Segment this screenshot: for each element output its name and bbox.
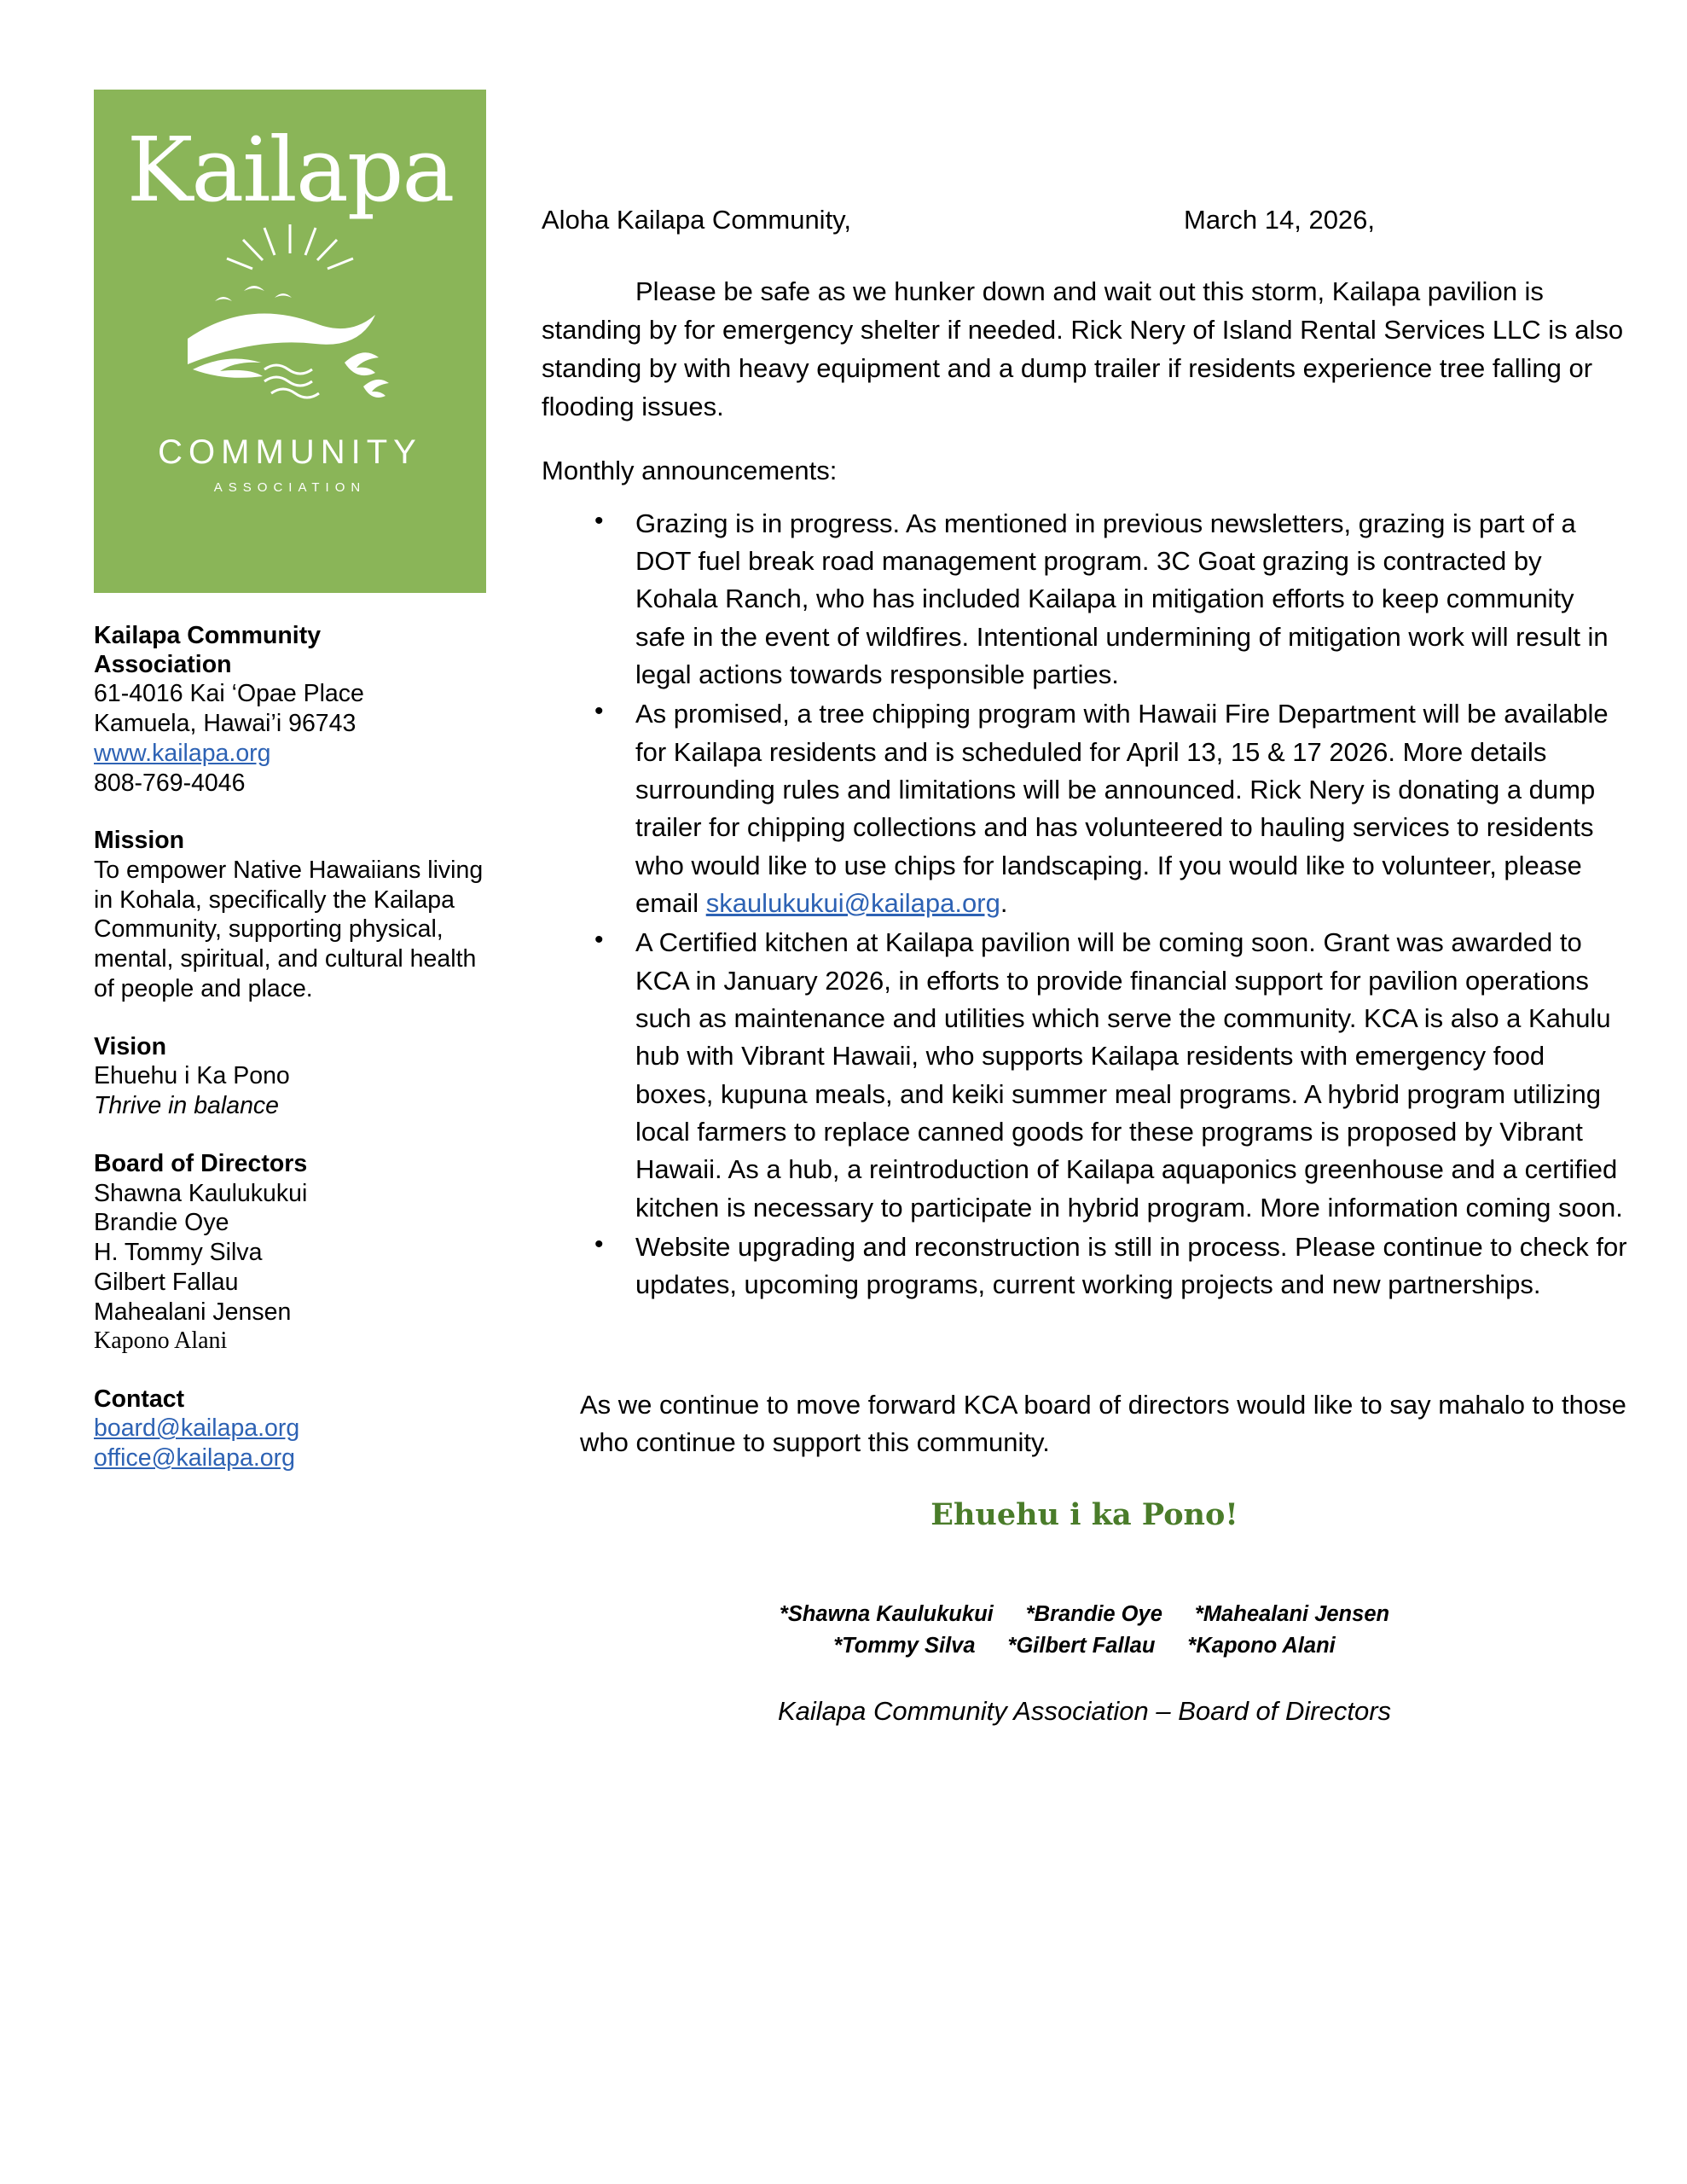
logo-community-text: COMMUNITY (158, 433, 422, 471)
contact-section (94, 1385, 495, 1473)
list-item: • Grazing is in progress. As mentioned in previous newsletters, grazing is part of a DOT fuel break road management program. 3C Goat grazing is contracted by Kohala Ranch, who has included Kailapa in mitigation efforts to keep community safe in the event of wildfires. Intentional undermining of mitigation work will result in legal actions towards responsible parties. (542, 505, 1627, 694)
signer-name: *Tommy Silva (833, 1633, 976, 1658)
contact-email-board[interactable]: board@kailapa.org (94, 1414, 300, 1443)
org-phone: 808-769-4046 (94, 769, 246, 797)
signer-name: *Gilbert Fallau (1007, 1633, 1156, 1658)
signature-block (542, 1599, 1627, 1662)
org-info (94, 622, 495, 798)
board-member: Shawna Kaulukukui (94, 1179, 308, 1207)
letter-tagline: Ehuehu i ka Pono! (930, 1496, 1238, 1532)
letter-closing-paragraph: As we continue to move forward KCA board of directors would like to say mahalo to those who continue to support this community. (580, 1389, 1626, 1457)
contact-heading: Contact (94, 1385, 185, 1413)
sidebar (94, 0, 495, 1473)
board-member: Kapono Alani (94, 1327, 228, 1355)
list-item (542, 695, 1627, 922)
vision-subtext: Thrive in balance (94, 1092, 280, 1120)
org-address-line1: 61-4016 Kai ‘Opae Place (94, 680, 364, 708)
board-member: Gilbert Fallau (94, 1268, 239, 1296)
letter-date: March 14, 2026, (1184, 205, 1376, 235)
announcements-heading: Monthly announcements: (542, 455, 838, 485)
list-item: • A Certified kitchen at Kailapa pavilion will be coming soon. Grant was awarded to KCA in January 2026, in efforts to provide financial support for pavilion operations such as maintenance and utilities which serve the community. KCA is also a Kahulu hub with Vibrant Hawaii, who supports Kailapa residents with emergency food boxes, kupuna meals, and keiki summer meal programs. A hybrid program utilizing local farmers to replace canned goods for these programs is proposed by Vibrant Hawaii. As a hub, a reintroduction of Kailapa aquaponics greenhouse and a certified kitchen is necessary to participate in hybrid program. More information coming soon. (542, 924, 1627, 1227)
org-address-line2: Kamuela, Hawai’i 96743 (94, 710, 357, 738)
signer-name: *Brandie Oye (1025, 1601, 1162, 1626)
signer-name: *Kapono Alani (1187, 1633, 1336, 1658)
org-website-link[interactable]: www.kailapa.org (94, 739, 271, 767)
board-footer-line: Kailapa Community Association – Board of Directors (777, 1695, 1392, 1726)
list-item-text-before: As promised, a tree chipping program with Hawaii Fire Department will be available for Kailapa residents and is scheduled for April 13, 15 & 17 2026. More details surrounding rules and limitations will be announced. Rick Nery is donating a dump trailer for chipping collections and has volunteered to hauling services to residents who would like to use chips for landscaping. If you would like to volunteer, please email (635, 699, 1609, 919)
signer-name: *Mahealani Jensen (1194, 1601, 1390, 1626)
signers-row-1 (542, 1599, 1627, 1630)
board-member: H. Tommy Silva (94, 1239, 263, 1267)
mission-text: To empower Native Hawaiians living in Kohala, specifically the Kailapa Community, supporting physical, mental, spiritual, and cultural health of people and place. (94, 856, 484, 1002)
board-heading: Board of Directors (94, 1149, 308, 1177)
logo-artwork-icon (162, 219, 418, 420)
vision-heading: Vision (94, 1032, 166, 1060)
letter-header (542, 205, 1627, 235)
logo-wordmark: Kailapa (126, 118, 454, 222)
list-item-text-after: . (1000, 888, 1008, 919)
bottom-spacer (542, 1727, 1627, 1923)
mission-section (94, 827, 495, 1003)
board-member: Brandie Oye (94, 1209, 229, 1237)
signer-name: *Shawna Kaulukukui (779, 1601, 994, 1626)
mission-heading: Mission (94, 827, 185, 855)
logo-association-text: ASSOCIATION (213, 480, 367, 495)
list-item: • Website upgrading and reconstruction is still in process. Please continue to check for updates, upcoming programs, current working projects and new partnerships. (542, 1228, 1627, 1304)
letter-intro-paragraph: Please be safe as we hunker down and wait out this storm, Kailapa pavilion is standing by for emergency shelter if needed. Rick Nery of Island Rental Services LLC is also standing by with heavy equipment and a dump trailer if residents experience tree falling or flooding issues. (542, 276, 1624, 421)
letter-salutation: Aloha Kailapa Community, (542, 205, 851, 235)
org-name-line2: Association (94, 650, 232, 678)
contact-email-office[interactable]: office@kailapa.org (94, 1443, 295, 1472)
org-name-line1: Kailapa Community (94, 622, 322, 649)
announcements-list (542, 505, 1627, 1304)
kailapa-logo (94, 90, 486, 593)
board-member: Mahealani Jensen (94, 1298, 292, 1326)
board-section (94, 1150, 495, 1356)
volunteer-email-link[interactable]: skaulukukui@kailapa.org (705, 888, 1000, 919)
letter-body (495, 0, 1636, 1923)
vision-text: Ehuehu i Ka Pono (94, 1062, 290, 1090)
vision-section (94, 1033, 495, 1121)
signers-row-2 (542, 1630, 1627, 1662)
